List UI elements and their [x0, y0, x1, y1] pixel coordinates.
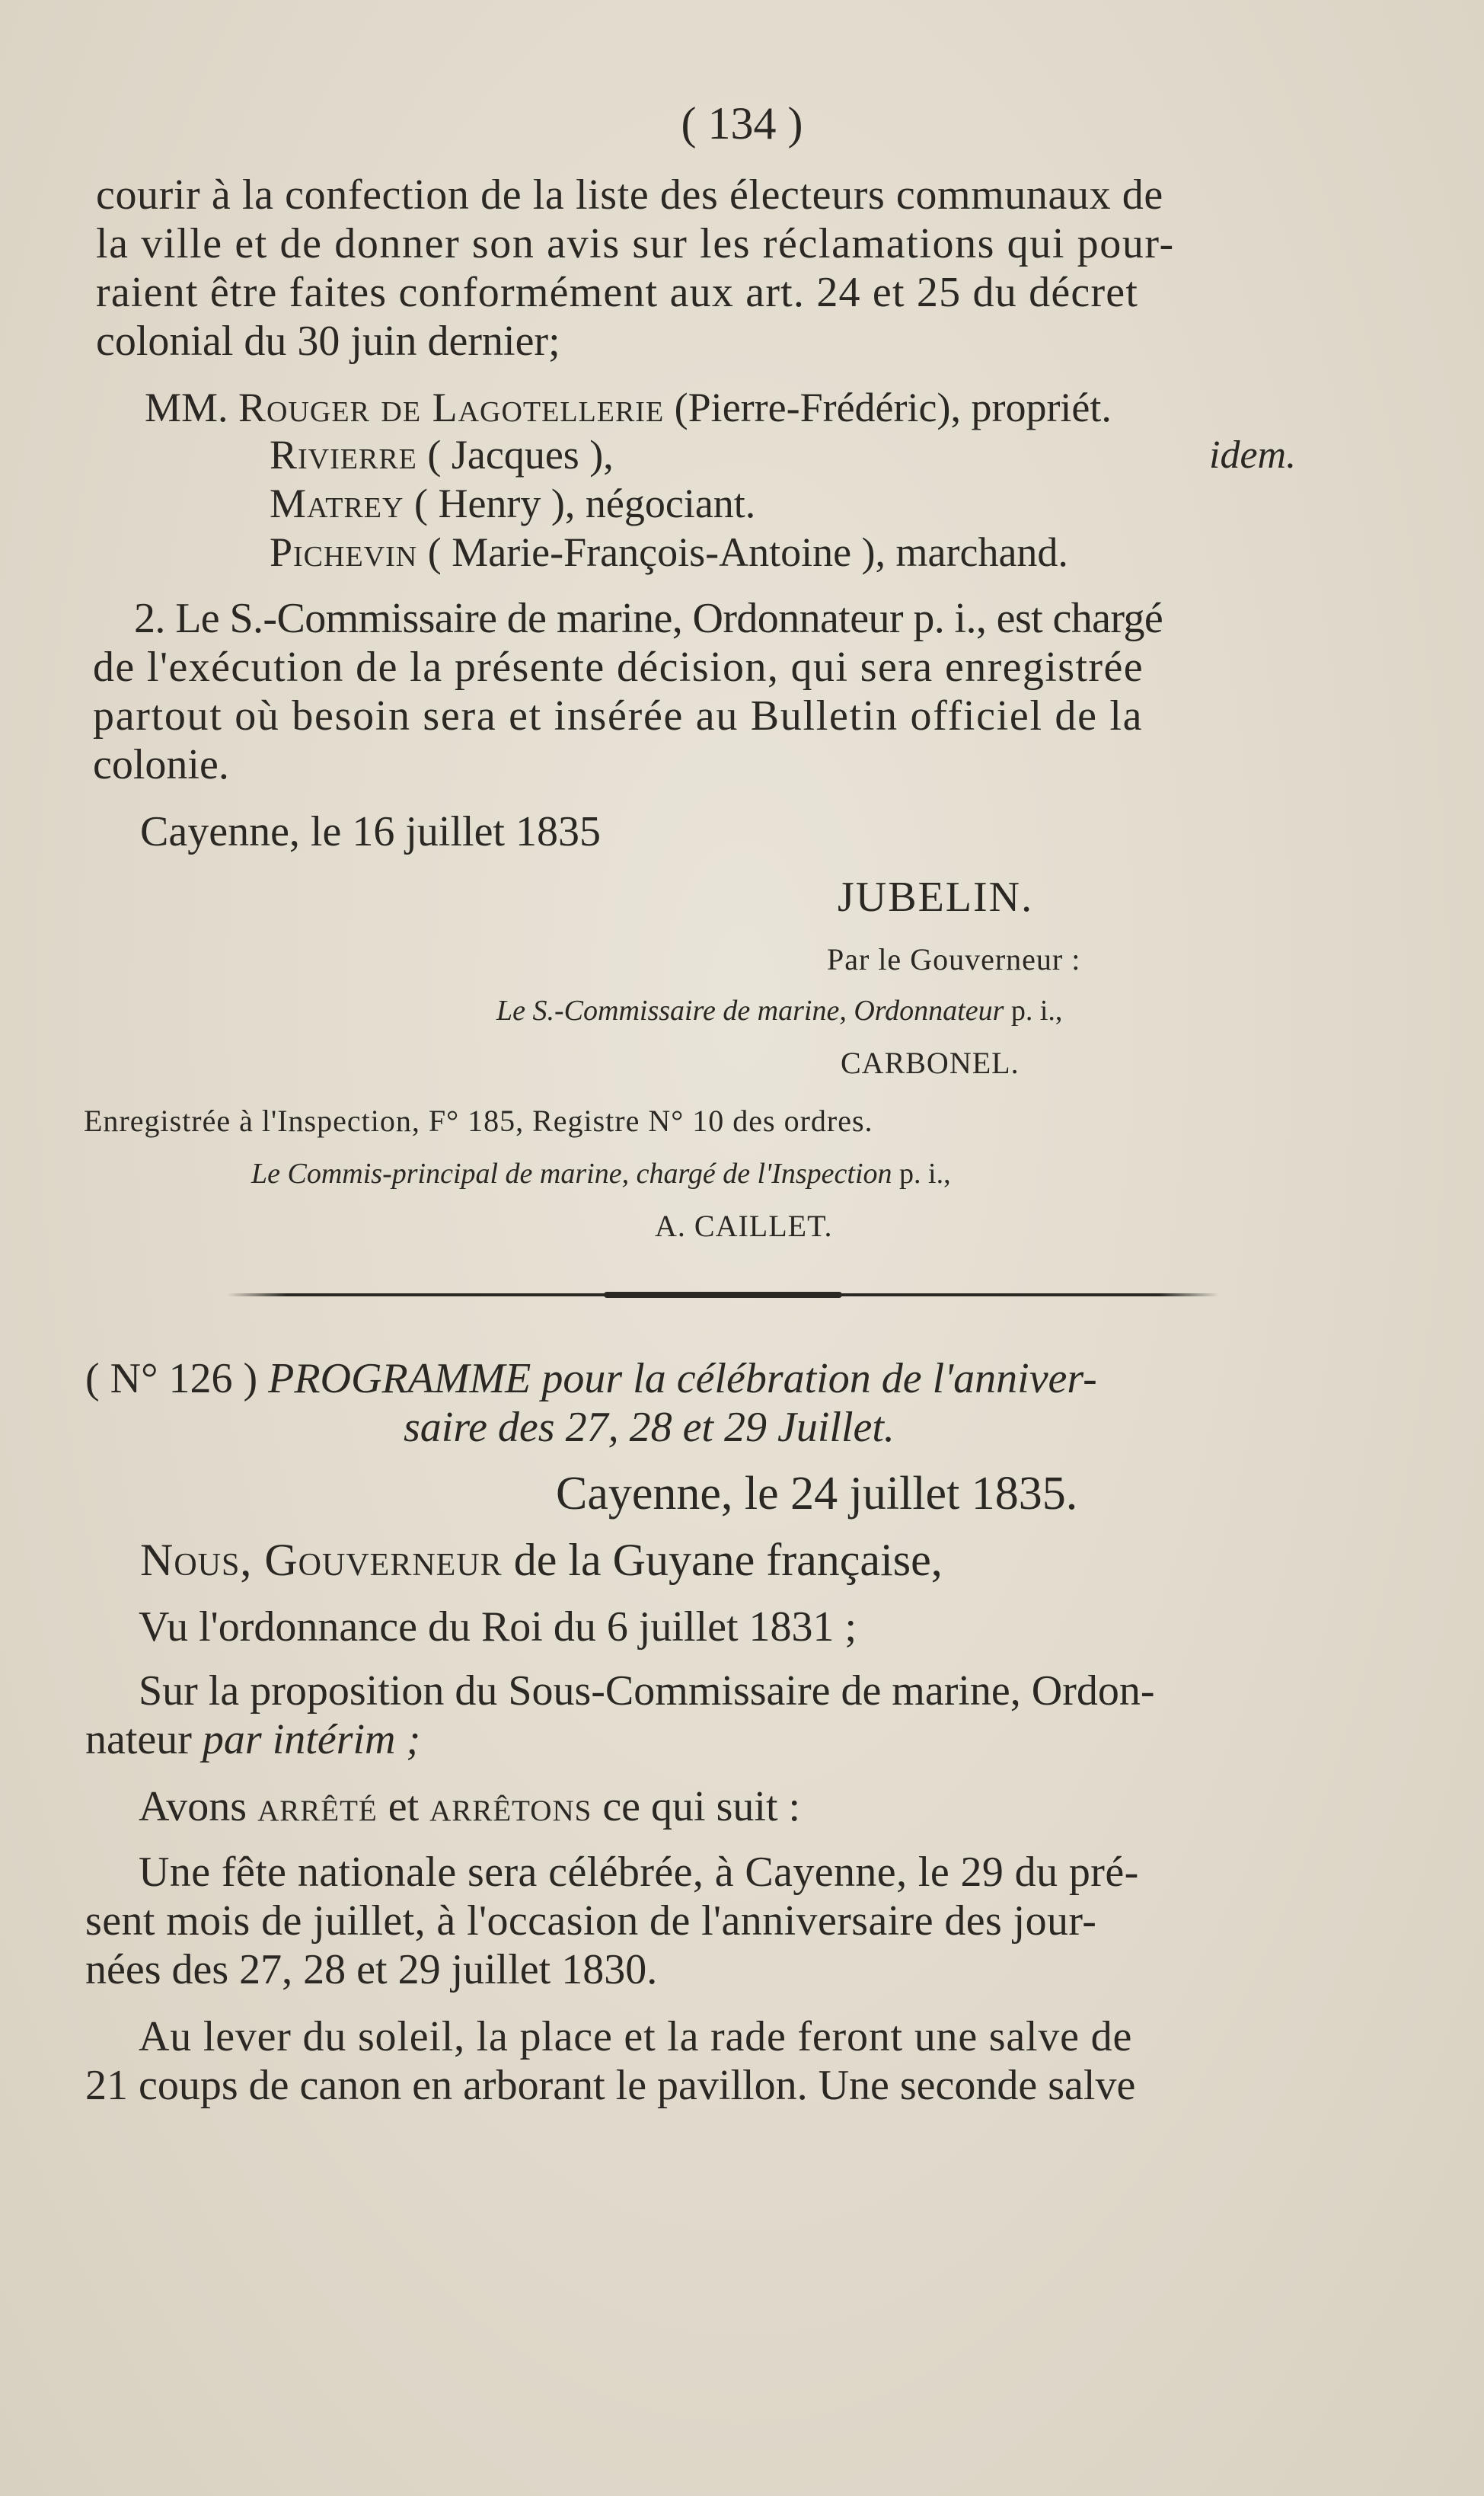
section-divider-rule — [227, 1293, 1219, 1296]
fete-line-3: nées des 27, 28 et 29 juillet 1830. — [85, 1946, 658, 1993]
member-details: ( Jacques ), — [427, 432, 614, 478]
member-details: ( Henry ), négociant. — [413, 481, 756, 526]
proposition-line-1: Sur la proposition du Sous-Commissaire de marine, Ordon- — [139, 1667, 1155, 1715]
inspector-title: Le Commis-principal de marine, chargé de l'Inspection — [251, 1158, 892, 1190]
governor-signature: JUBELIN. — [838, 874, 1034, 921]
member-name: Rivierre — [270, 432, 417, 478]
member-row-3 — [270, 483, 755, 524]
inspector-suffix: p. i., — [899, 1158, 951, 1190]
proposition-nateur: nateur — [85, 1716, 192, 1763]
member-prefix: MM. — [145, 385, 228, 430]
programme-title-1: PROGRAMME pour la célébration de l'anniver- — [268, 1355, 1097, 1402]
nous-gouverneur: Nous, Gouverneur — [140, 1535, 503, 1585]
programme-heading-line-2: saire des 27, 28 et 29 Juillet. — [404, 1404, 895, 1451]
avons-et: et — [388, 1783, 420, 1830]
decree-number: ( N° 126 ) — [85, 1355, 258, 1402]
member-name: Matrey — [270, 481, 404, 526]
nous-rest: de la Guyane française, — [513, 1535, 943, 1585]
member-row-4 — [270, 529, 1068, 575]
commissaire-line — [496, 996, 1062, 1025]
avons-arrete: arrêté — [257, 1783, 378, 1830]
by-governor-line: Par le Gouverneur : — [827, 942, 1081, 976]
vu-line: Vu l'ordonnance du Roi du 6 juillet 1831 ; — [139, 1603, 857, 1651]
article-line-1: 2. Le S.-Commissaire de marine, Ordonnateur p. i., est chargé — [134, 595, 1163, 642]
article-line-2: de l'exécution de la présente décision, qui sera enregistrée — [93, 644, 1144, 691]
fete-line-1: Une fête nationale sera célébrée, à Cayenne, le 29 du pré- — [139, 1849, 1139, 1896]
member-details: (Pierre-Frédéric), propriét. — [674, 385, 1112, 430]
proposition-par-interim: par intérim ; — [202, 1716, 421, 1763]
avons-line — [139, 1785, 800, 1828]
commissaire-suffix: p. i., — [1010, 995, 1063, 1027]
intro-line-3: raient être faites conformément aux art. 24 et 25 du décret — [96, 269, 1139, 316]
avons-word: Avons — [139, 1783, 247, 1830]
fete-line-2: sent mois de juillet, à l'occasion de l'anniversaire des jour- — [85, 1897, 1097, 1945]
intro-line-4: colonial du 30 juin dernier; — [96, 318, 560, 365]
article-line-3: partout où besoin sera et insérée au Bulletin officiel de la — [93, 692, 1144, 740]
article-line-4: colonie. — [93, 741, 229, 788]
page-number: ( 134 ) — [681, 98, 803, 149]
member-row-1 — [145, 387, 1112, 428]
inspector-line — [251, 1159, 951, 1188]
intro-line-1: courir à la confection de la liste des électeurs communaux de — [96, 171, 1163, 219]
avons-rest: ce qui suit : — [602, 1783, 801, 1830]
avons-arretons: arrêtons — [429, 1783, 592, 1830]
programme-heading-line-1 — [85, 1357, 1097, 1400]
commissaire-name: CARBONEL. — [841, 1046, 1020, 1080]
member-row-2 — [270, 432, 614, 478]
date-line-1835-07-16: Cayenne, le 16 juillet 1835 — [140, 808, 601, 855]
intro-line-2: la ville et de donner son avis sur les réclamations qui pour- — [96, 220, 1175, 267]
date-line-1835-07-24: Cayenne, le 24 juillet 1835. — [556, 1468, 1078, 1520]
proposition-line-2 — [85, 1718, 420, 1761]
commissaire-title: Le S.-Commissaire de marine, Ordonnateur — [496, 995, 1004, 1027]
nous-line — [140, 1537, 943, 1583]
member-name: Rouger de Lagotellerie — [238, 385, 665, 430]
member-suffix-idem: idem. — [1209, 433, 1297, 477]
member-name: Pichevin — [270, 529, 418, 575]
inspector-name: A. CAILLET. — [655, 1209, 833, 1243]
member-details: ( Marie-François-Antoine ), marchand. — [427, 529, 1068, 575]
lever-line-1: Au lever du soleil, la place et la rade feront une salve de — [139, 2013, 1133, 2060]
registration-line: Enregistrée à l'Inspection, F° 185, Registre N° 10 des ordres. — [84, 1104, 873, 1138]
lever-line-2: 21 coups de canon en arborant le pavillon. Une seconde salve — [85, 2062, 1136, 2109]
